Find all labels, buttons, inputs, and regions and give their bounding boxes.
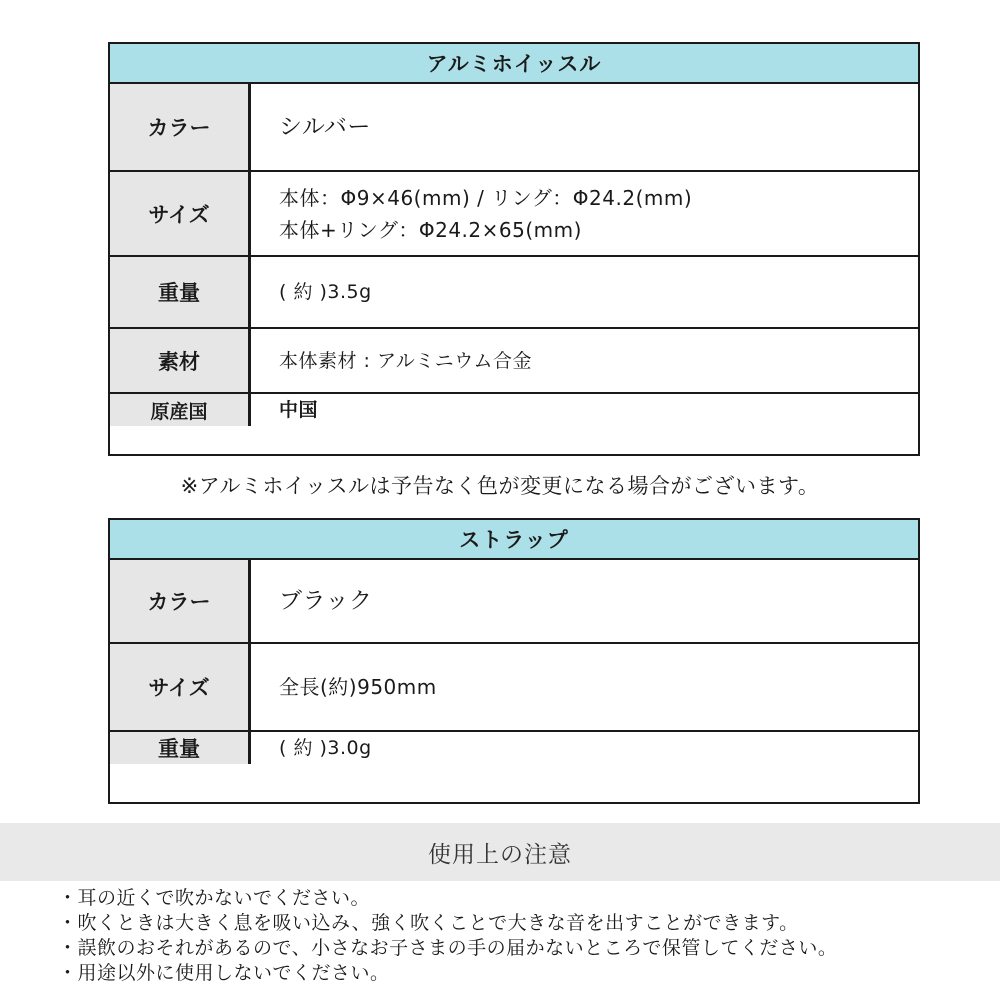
color-change-note: ※アルミホイッスルは予告なく色が変更になる場合がございます。: [180, 474, 820, 498]
spec-row-material: [110, 327, 918, 392]
value-line: 本体素材 : アルミニウム合金: [279, 349, 533, 372]
row-label: カラー: [110, 84, 251, 170]
row-value: [251, 329, 918, 392]
spec-row-origin: [110, 392, 918, 426]
row-value: [251, 732, 918, 764]
spec-row-weight: [110, 255, 918, 327]
value-line: 全長(約)950mm: [279, 675, 437, 699]
value-line: 中国: [279, 399, 319, 421]
value-line: 本体+リング：Φ24.2×65(mm): [279, 217, 582, 242]
row-label: サイズ: [110, 644, 251, 730]
value-line: 本体：Φ9×46(mm) / リング：Φ24.2(mm): [279, 185, 693, 210]
value-line: ( 約 )3.5g: [279, 281, 372, 303]
row-value: [251, 172, 918, 255]
whistle-table-title: アルミホイッスル: [110, 44, 918, 84]
caution-item: ・誤飲のおそれがあるので、小さなお子さまの手の届かないところで保管してください。: [58, 937, 838, 959]
row-value: [251, 257, 918, 327]
spec-row-color: [110, 84, 918, 170]
caution-item: ・吹くときは大きく息を吸い込み、強く吹くことで大きな音を出すことができます。: [58, 912, 799, 934]
strap-spec-table: [108, 518, 920, 804]
spec-row-size: [110, 642, 918, 730]
spec-row-color: [110, 560, 918, 642]
caution-item: ・耳の近くで吹かないでください。: [58, 887, 371, 909]
strap-table-title: ストラップ: [110, 520, 918, 560]
value-line: シルバー: [279, 114, 371, 140]
row-value: [251, 560, 918, 642]
row-value: [251, 84, 918, 170]
value-line: ブラック: [279, 588, 373, 614]
spec-row-size: [110, 170, 918, 255]
caution-list: [58, 886, 988, 986]
row-label: サイズ: [110, 172, 251, 255]
row-label: カラー: [110, 560, 251, 642]
value-line: ( 約 )3.0g: [279, 737, 372, 759]
spec-row-weight: [110, 730, 918, 764]
row-value: [251, 644, 918, 730]
row-label: 重量: [110, 732, 251, 764]
row-label: 素材: [110, 329, 251, 392]
row-label: 原産国: [110, 394, 251, 426]
caution-heading: 使用上の注意: [0, 823, 1000, 881]
caution-item: ・用途以外に使用しないでください。: [58, 962, 390, 984]
whistle-spec-table: [108, 42, 920, 456]
row-value: [251, 394, 918, 426]
row-label: 重量: [110, 257, 251, 327]
